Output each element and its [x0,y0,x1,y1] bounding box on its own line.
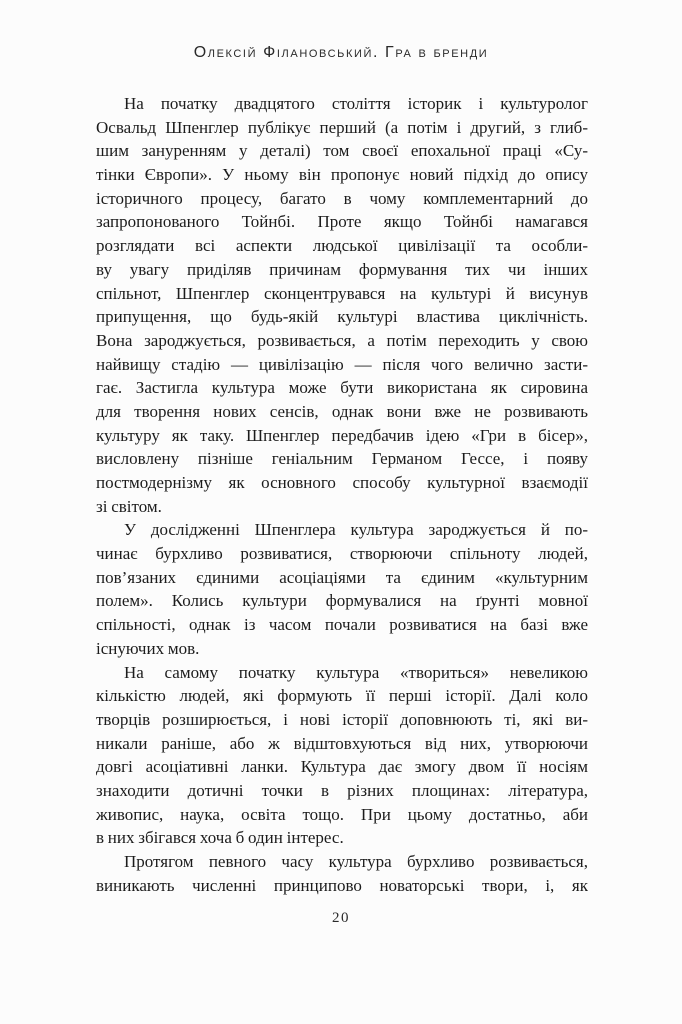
text-line: розглядати всі аспекти людської цивілізації та особли- [96,236,588,256]
text-line: никали раніше, або ж відштовхуються від них, утворюючи [96,733,588,753]
text-line: На самому початку культура «твориться» невеликою [124,662,588,682]
text-line: Вона зароджується, розвивається, а потім переходить у свою [96,330,588,350]
text-line: Освальд Шпенглер публікує перший (а потім і другий, з глиб- [96,117,588,137]
text-line: припущення, що будь-якій культурі властива циклічність. [96,307,588,327]
text-line: виникають численні принципово новаторські твори, і, як [96,875,588,895]
text-line: для творення нових сенсів, однак вони вже не розвивають [96,401,588,421]
text-line: живопис, наука, освіта тощо. При цьому достатньо, аби [96,804,588,824]
running-header: Олексій Філановський. Гра в бренди [193,44,489,61]
text-line: існуючих мов. [96,638,200,658]
text-line: найвищу стадію — цивілізацію — після чого велично засти- [96,354,588,374]
text-line: Протягом певного часу культура бурхливо розвивається, [124,852,588,871]
text-line: зі світом. [96,496,162,516]
text-line: чинає бурхливо розвиватися, створюючи спільноту людей, [96,544,588,564]
text-line: історичного процесу, багато в чому комплементарний до [96,188,588,208]
text-line: висловлену пізніше геніальним Германом Гессе, і появу [96,449,588,469]
paragraph-2 [96,518,588,660]
page-number: 20 [332,910,350,926]
text-line: пов’язаних єдиними асоціаціями та єдиним «культурним [96,567,588,587]
text-line: творців розширюється, і нові історії доповнюють ті, які ви- [96,709,588,729]
text-line: тінки Європи». У ньому він пропонує новий підхід до опису [96,165,588,185]
paragraph-3 [96,661,588,851]
text-line: спільності, однак із часом почали розвиватися на базі вже [96,615,588,635]
text-line: знаходити дотичні точки в різних площинах: література, [96,780,588,800]
text-line: шим зануренням у деталі) том своєї епохальної праці «Су- [96,141,588,161]
text-line: кількістю людей, які формують її перші історії. Далі коло [96,686,588,706]
text-line: У дослідженні Шпенглера культура зароджується й по- [124,520,588,540]
text-line: гає. Застигла культура може бути використана як сировина [96,378,588,398]
text-line: постмодернізму як основного способу культурної взаємодії [96,473,588,492]
paragraph-4 [96,850,588,897]
text-line: ву увагу приділяв причинам формування тих чи інших [96,259,588,279]
text-line: спільнот, Шпенглер сконцентрувався на культурі й висунув [96,283,588,303]
text-line: довгі асоціативні ланки. Культура дає змогу двом її носіям [96,757,588,777]
text-line: полем». Колись культури формувалися на ґрунті мовної [96,591,588,611]
text-line: культуру як таку. Шпенглер передбачив ідею «Гри в бісер», [96,425,588,445]
text-line: На початку двадцятого століття історик і культуролог [124,94,588,113]
body-text [96,92,588,897]
paragraph-1 [96,92,588,518]
text-line: запропонованого Тойнбі. Проте якщо Тойнбі намагався [96,212,588,232]
text-line: в них збігався хоча б один інтерес. [96,828,344,848]
